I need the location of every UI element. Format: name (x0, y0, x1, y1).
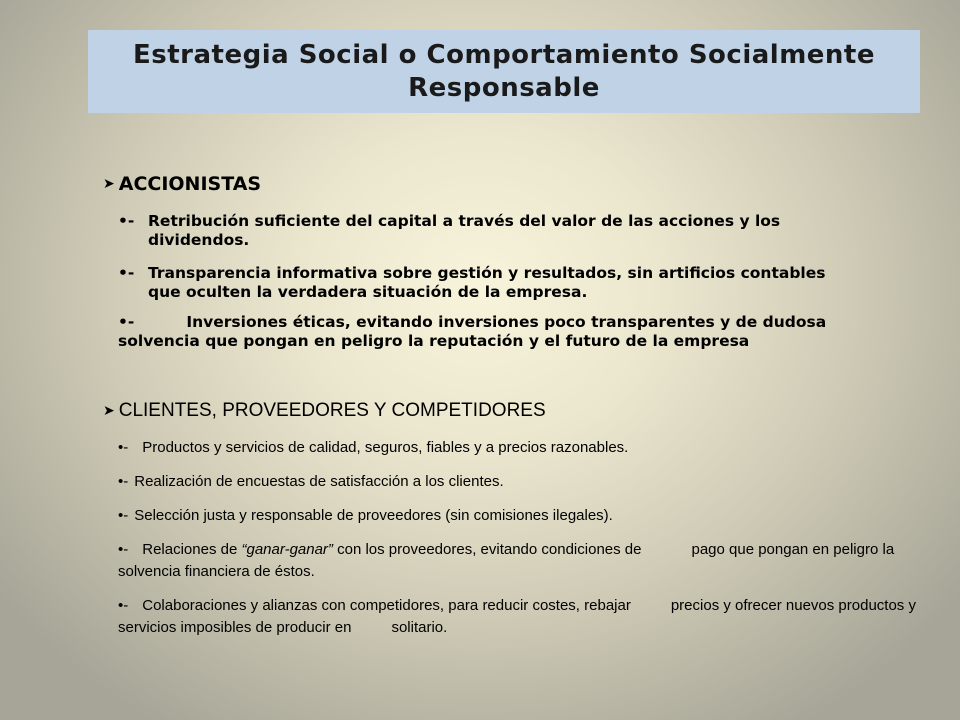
arrow-bullet-icon: ➤ (103, 176, 115, 192)
list-item (118, 539, 928, 583)
item-text: Colaboraciones y alianzas con competidores, para reducir costes, rebajar (142, 597, 631, 614)
list-item (118, 437, 928, 459)
item-text: Transparencia informativa sobre gestión y resultados, sin artificios contables que oculten la verdadera situación de la empresa. (148, 264, 826, 301)
bullet-icon: •- (118, 264, 135, 282)
item-text: Realización de encuestas de satisfacción a los clientes. (134, 473, 504, 490)
item-text: precios y ofrecer nuevos productos y servicios imposibles de producir en (118, 597, 916, 636)
item-text: solitario. (391, 619, 448, 636)
section-title: ACCIONISTAS (118, 173, 262, 195)
bullet-icon: •- (118, 507, 129, 524)
bullet-icon: •- (118, 597, 129, 614)
bullet-icon: •- (118, 473, 129, 490)
section-heading-clientes (103, 400, 546, 422)
bullet-icon: •- (118, 439, 129, 456)
list-item (118, 471, 928, 493)
item-text: Inversiones éticas, evitando inversiones poco transparentes y de dudosa (186, 313, 827, 331)
bullet-icon: •- (118, 541, 129, 558)
section-title: CLIENTES, PROVEEDORES Y COMPETIDORES (118, 400, 546, 421)
bullet-icon: •- (118, 313, 135, 331)
bullet-icon: •- (118, 212, 135, 230)
slide-title: Estrategia Social o Comportamiento Socialmente Responsable (132, 39, 875, 103)
list-item (118, 212, 878, 250)
item-text: Relaciones de (142, 541, 238, 558)
section-heading-accionistas (103, 173, 261, 195)
list-item (118, 313, 928, 351)
item-text: solvencia que pongan en peligro la reputación y el futuro de la empresa (118, 332, 750, 350)
item-text: Selección justa y responsable de proveedores (sin comisiones ilegales). (134, 507, 613, 524)
item-text: Retribución suficiente del capital a través del valor de las acciones y los dividendos. (148, 212, 781, 249)
list-item (118, 595, 928, 639)
item-text: pago que pongan en peligro la solvencia financiera de éstos. (118, 541, 895, 580)
list-item (118, 264, 878, 302)
arrow-bullet-icon: ➤ (103, 403, 115, 419)
list-item (118, 505, 928, 527)
item-text: con los proveedores, evitando condiciones de (337, 541, 642, 558)
item-text-emphasis: “ganar-ganar” (241, 541, 333, 558)
item-text: Productos y servicios de calidad, seguros, fiables y a precios razonables. (142, 439, 629, 456)
title-box (88, 30, 920, 113)
